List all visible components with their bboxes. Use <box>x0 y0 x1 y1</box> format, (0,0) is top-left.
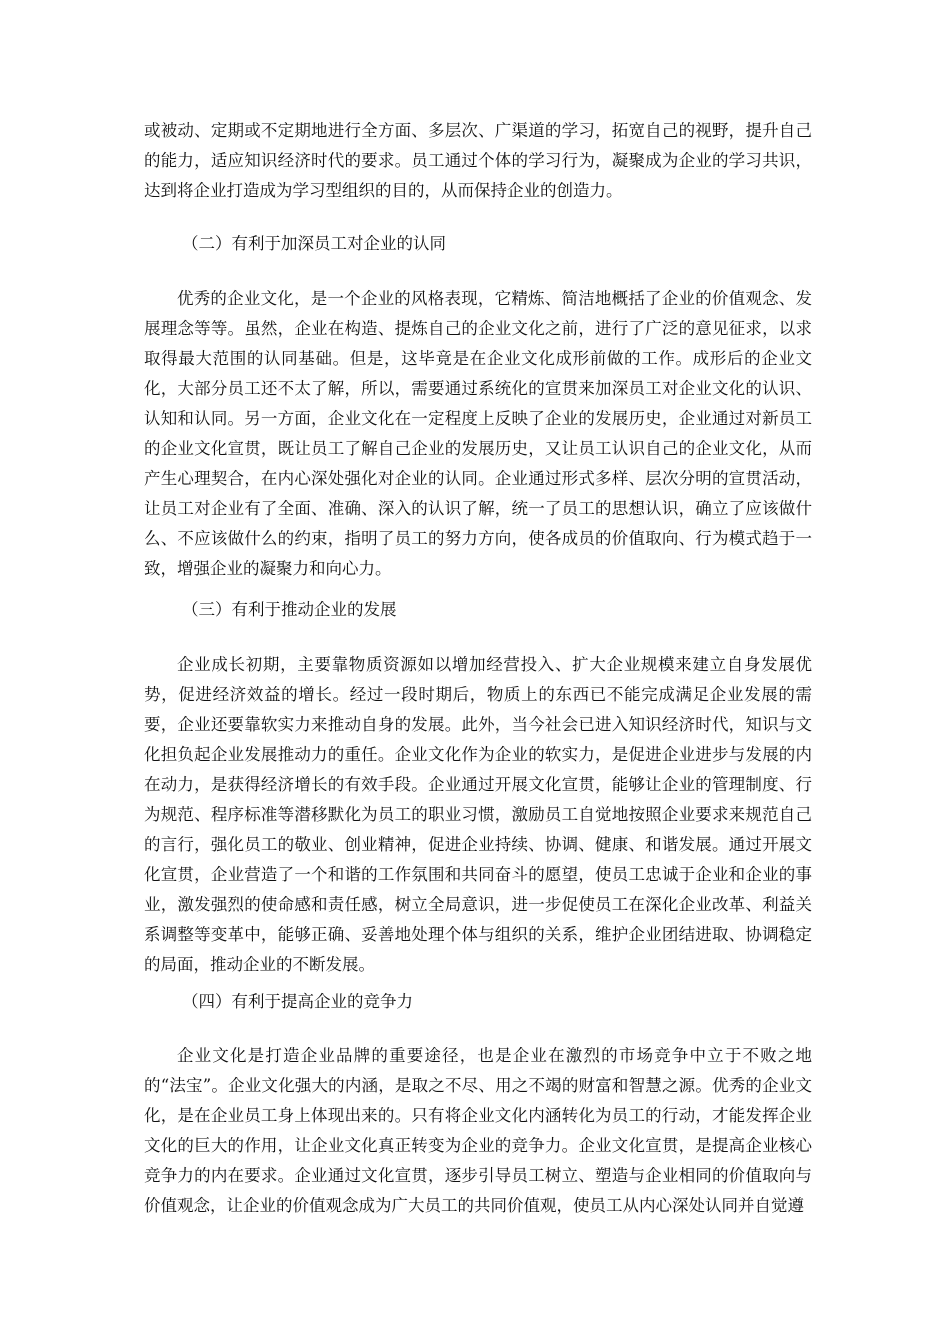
section-heading-3: （三）有利于推动企业的发展 <box>181 600 397 619</box>
paragraph-competitiveness: 企业文化是打造企业品牌的重要途径，也是企业在激烈的市场竞争中立于不败之地的“法宝”。企业文化强大的内涵，是取之不尽、用之不竭的财富和智慧之源。优秀的企业文化，是在企业员工身上体现出来的。只有将企业文化内涵转化为员工的行动，才能发挥企业文化的巨大的作用，让企业文化真正转变为企业的竞争力。企业文化宣贯，是提高企业核心竞争力的内在要求。企业通过文化宣贯，逐步引导员工树立、塑造与企业相同的价值取向与价值观念，让企业的价值观念成为广大员工的共同价值观，使员工从内心深处认同并自觉遵 <box>144 1046 812 1215</box>
paragraph-employee-identification: 优秀的企业文化，是一个企业的风格表现，它精炼、简洁地概括了企业的价值观念、发展理念等等。虽然，企业在构造、提炼自己的企业文化之前，进行了广泛的意见征求，以求取得最大范围的认同基础。但是，这毕竟是在企业文化成形前做的工作。成形后的企业文化，大部分员工还不太了解，所以，需要通过系统化的宣贯来加深员工对企业文化的认识、认知和认同。另一方面，企业文化在一定程度上反映了企业的发展历史，企业通过对新员工的企业文化宣贯，既让员工了解自己企业的发展历史，又让员工认识自己的企业文化，从而产生心理契合，在内心深处强化对企业的认同。企业通过形式多样、层次分明的宣贯活动，让员工对企业有了全面、准确、深入的认识了解，统一了员工的思想认识，确立了应该做什么、不应该做什么的约束，指明了员工的努力方向，使各成员的价值取向、行为模式趋于一致，增强企业的凝聚力和向心力。 <box>144 289 812 578</box>
paragraph-enterprise-development: 企业成长初期，主要靠物质资源如以增加经营投入、扩大企业规模来建立自身发展优势，促进经济效益的增长。经过一段时期后，物质上的东西已不能完成满足企业发展的需要，企业还要靠软实力来推动自身的发展。此外，当今社会已进入知识经济时代，知识与文化担负起企业发展推动力的重任。企业文化作为企业的软实力，是促进企业进步与发展的内在动力，是获得经济增长的有效手段。企业通过开展文化宣贯，能够让企业的管理制度、行为规范、程序标准等潜移默化为员工的职业习惯，激励员工自觉地按照企业要求来规范自己的言行，强化员工的敬业、创业精神，促进企业持续、协调、健康、和谐发展。通过开展文化宣贯，企业营造了一个和谐的工作氛围和共同奋斗的愿望，使员工忠诚于企业和企业的事业，激发强烈的使命感和责任感，树立全局意识，进一步促使员工在深化企业改革、利益关系调整等变革中，能够正确、妥善地处理个体与组织的关系，维护企业团结进取、协调稳定的局面，推动企业的不断发展。 <box>144 655 812 974</box>
paragraph-learning-continuation: 或被动、定期或不定期地进行全方面、多层次、广渠道的学习，拓宽自己的视野，提升自己的能力，适应知识经济时代的要求。员工通过个体的学习行为，凝聚成为企业的学习共识，达到将企业打造成为学习型组织的目的，从而保持企业的创造力。 <box>144 121 812 200</box>
section-heading-2: （二）有利于加深员工对企业的认同 <box>181 234 446 253</box>
section-heading-4: （四）有利于提高企业的竞争力 <box>181 992 413 1011</box>
